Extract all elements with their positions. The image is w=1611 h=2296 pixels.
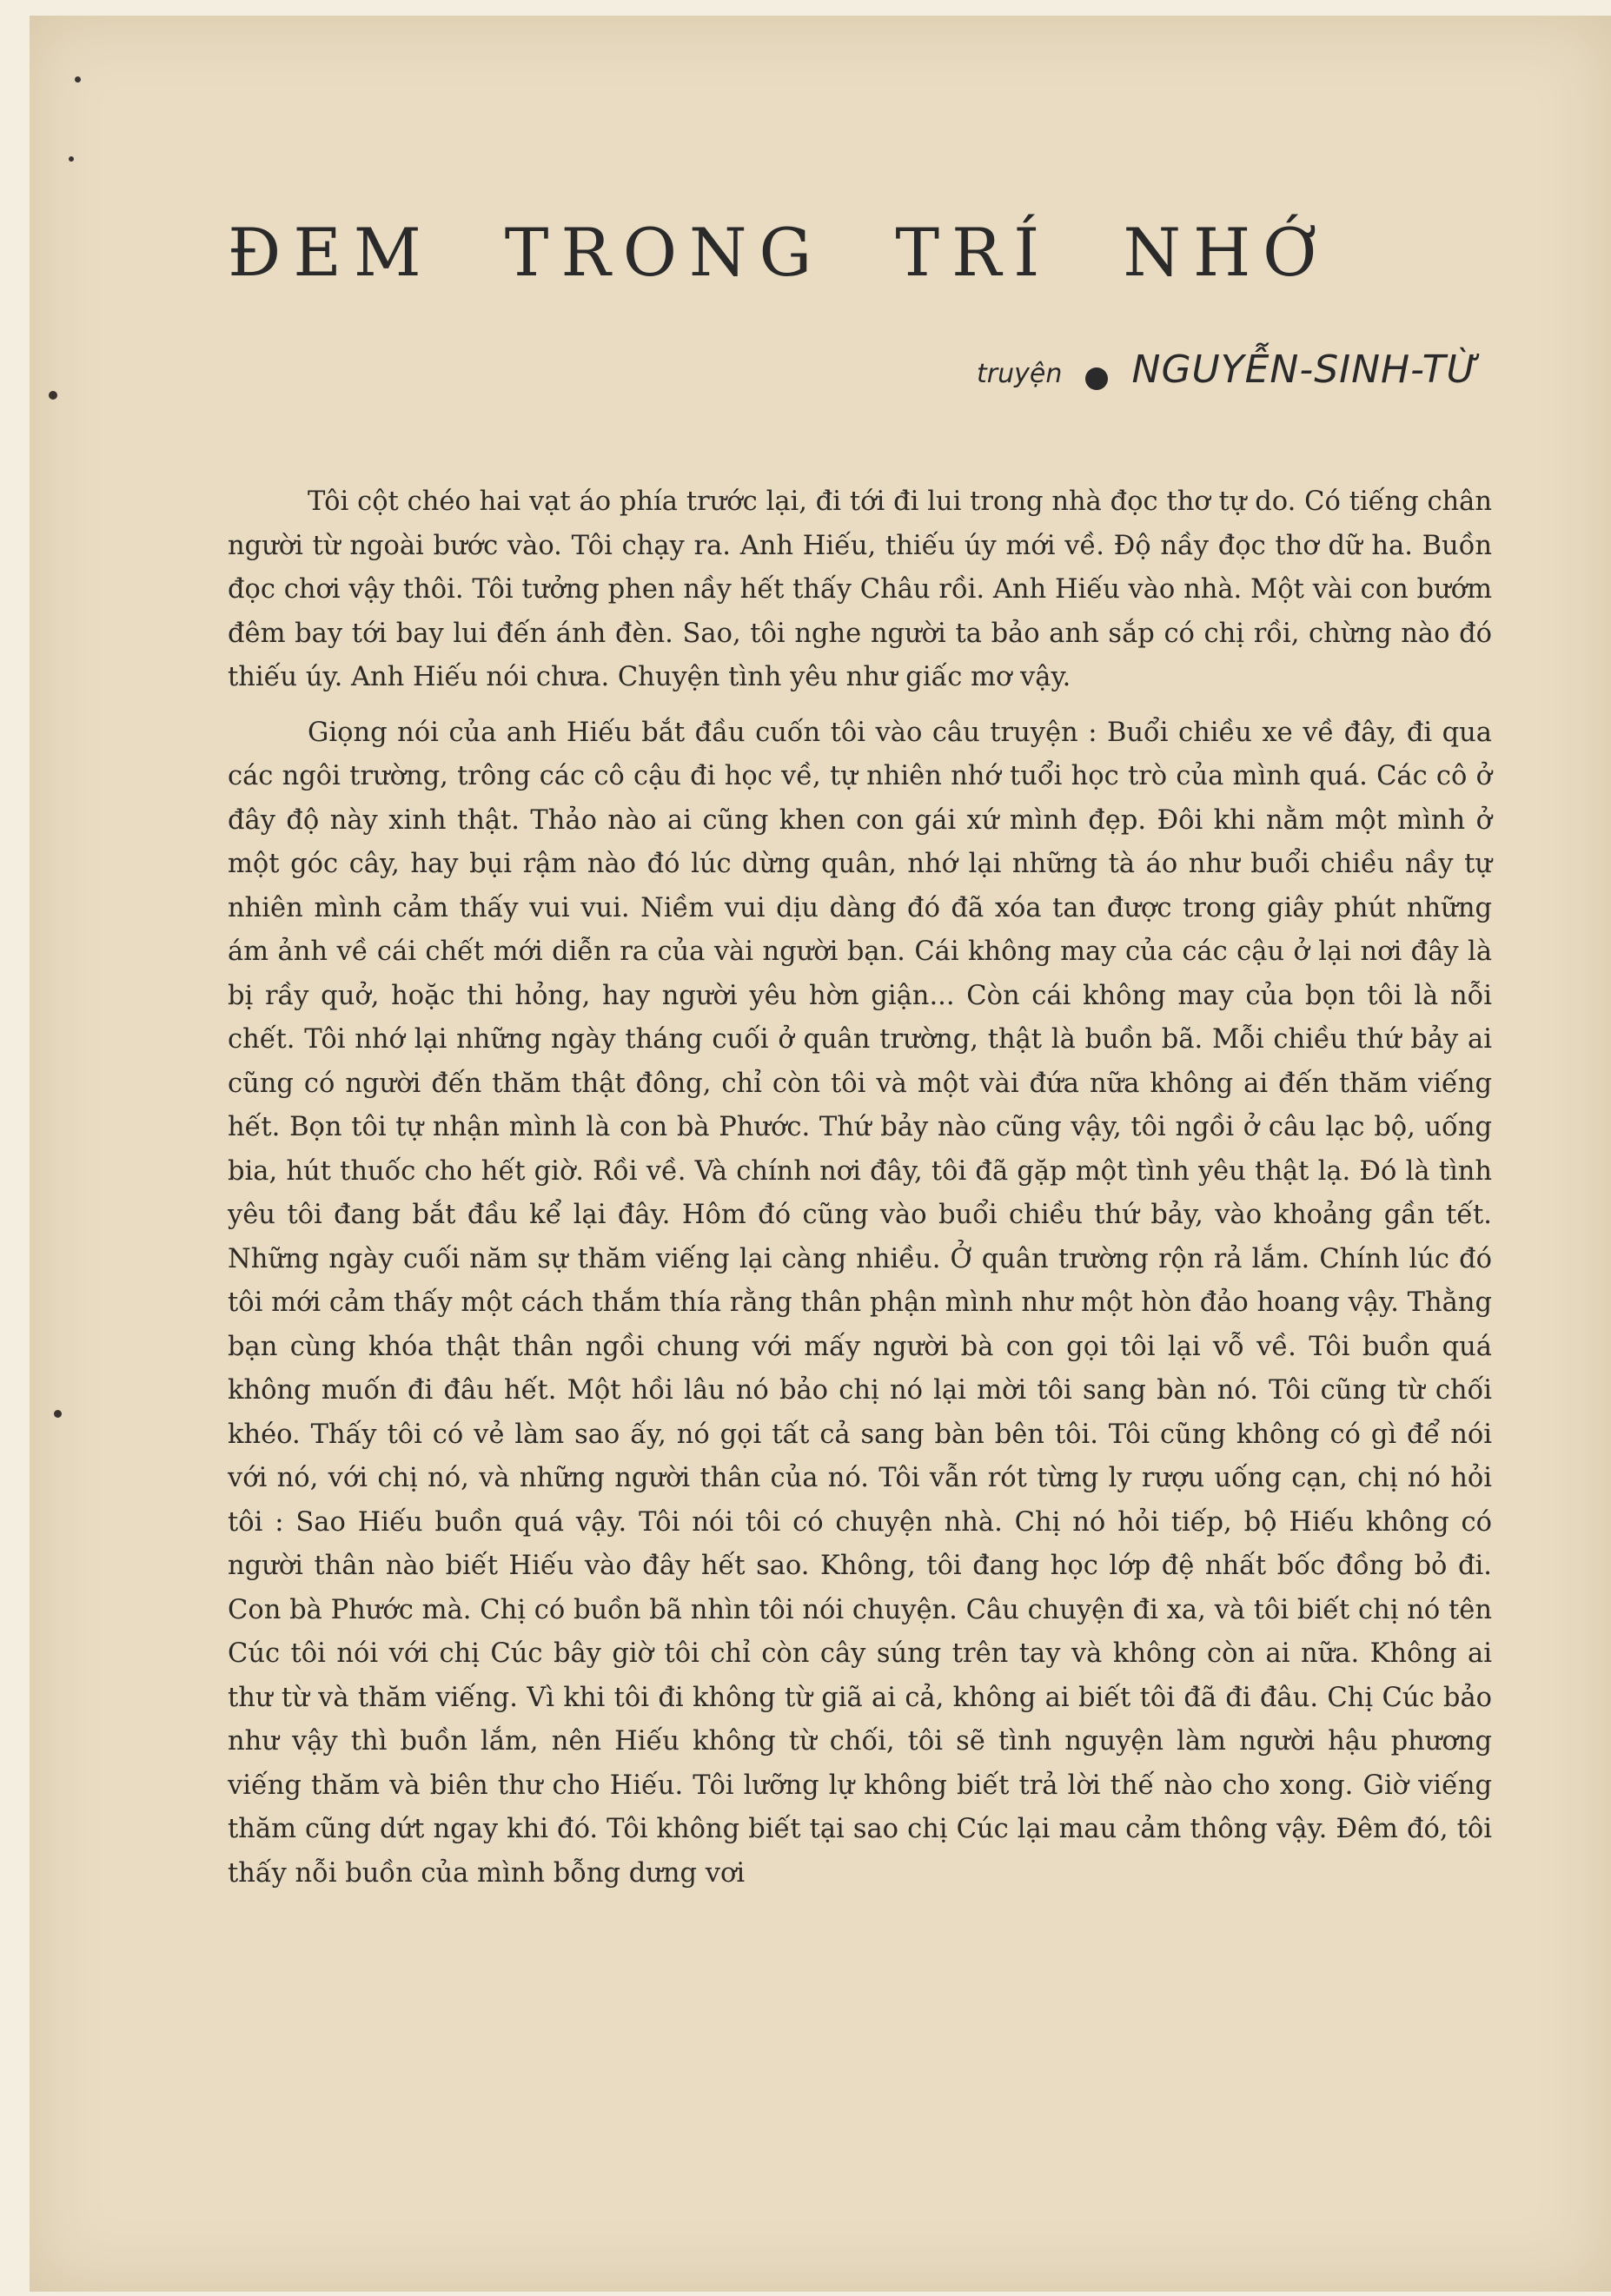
author-name: NGUYỄN-SINH-TỪ <box>1131 347 1480 392</box>
paragraph: Tôi cột chéo hai vạt áo phía trước lại, đi tới đi lui trong nhà đọc thơ tự do. Có tiếng chân người từ ngoài bước vào. Tôi chạy ra. Anh Hiếu, thiếu úy mới về. Độ nầy đọc thơ dữ ha. Buồn đọc chơi vậy thôi. Tôi tưởng phen nầy hết thấy Châu rồi. Anh Hiếu vào nhà. Một vài con bướm đêm bay tới bay lui đến ánh đèn. Sao, tôi nghe người ta bảo anh sắp có chị rồi, chừng nào đó thiếu úy. Anh Hiếu nói chưa. Chuyện tình yêu như giấc mơ vậy. <box>228 486 1492 692</box>
byline-label: truyện <box>977 359 1063 389</box>
ink-speck <box>69 156 74 162</box>
bullet-icon <box>1085 367 1108 390</box>
ink-speck <box>54 1410 62 1418</box>
article-title: ĐEM TRONG TRÍ NHỚ <box>228 214 1329 291</box>
article-body <box>228 480 1492 1896</box>
byline <box>977 347 1498 392</box>
ink-speck <box>49 391 57 400</box>
paragraph: Giọng nói của anh Hiếu bắt đầu cuốn tôi vào câu truyện : Buổi chiều xe về đây, đi qua các ngôi trường, trông các cô cậu đi học về, tự nhiên nhớ tuổi học trò của mình quá. Các cô ở đây độ này xinh thật. Thảo nào ai cũng khen con gái xứ mình đẹp. Đôi khi nằm một mình ở một góc cây, hay bụi rậm nào đó lúc dừng quân, nhớ lại những tà áo như buổi chiều nầy tự nhiên mình cảm thấy vui vui. Niềm vui dịu dàng đó đã xóa tan được trong giây phút những ám ảnh về cái chết mới diễn ra của vài người bạn. Cái không may của các cậu ở lại nơi đây là bị rầy quở, hoặc thi hỏng, hay người yêu hờn giận... Còn cái không may của bọn tôi là nỗi chết. Tôi nhớ lại những ngày tháng cuối ở quân trường, thật là buồn bã. Mỗi chiều thứ bảy ai cũng có người đến thăm thật đông, chỉ còn tôi và một vài đứa nữa không ai đến thăm viếng hết. Bọn tôi tự nhận mình là con bà Phước. Thứ bảy nào cũng vậy, tôi ngồi ở câu lạc bộ, uống bia, hút thuốc cho hết giờ. Rồi về. Và chính nơi đây, tôi đã gặp một tình yêu thật lạ. Đó là tình yêu tôi đang bắt đầu kể lại đây. Hôm đó cũng vào buổi chiều thứ bảy, vào khoảng gần tết. Những ngày cuối năm sự thăm viếng lại càng nhiều. Ở quân trường rộn rả lắm. Chính lúc đó tôi mới cảm thấy một cách thắm thía rằng thân phận mình như một hòn đảo hoang vậy. Thằng bạn cùng khóa thật thân ngồi chung với mấy người bà con gọi tôi lại vỗ về. Tôi buồn quá không muốn đi đâu hết. Một hồi lâu nó bảo chị nó lại mời tôi sang bàn nó. Tôi cũng từ chối khéo. Thấy tôi có vẻ làm sao ấy, nó gọi tất cả sang bàn bên tôi. Tôi cũng không có gì để nói với nó, với chị nó, và những người thân của nó. Tôi vẫn rót từng ly rượu uống cạn, chị nó hỏi tôi : Sao Hiếu buồn quá vậy. Tôi nói tôi có chuyện nhà. Chị nó hỏi tiếp, bộ Hiếu không có người thân nào biết Hiếu vào đây hết sao. Không, tôi đang học lớp đệ nhất bốc đồng bỏ đi. Con bà Phước mà. Chị có buồn bã nhìn tôi nói chuyện. Câu chuyện đi xa, và tôi biết chị nó tên Cúc tôi nói với chị Cúc bây giờ tôi chỉ còn cây súng trên tay và không còn ai nữa. Không ai thư từ và thăm viếng. Vì khi tôi đi không từ giã ai cả, không ai biết tôi đã đi đâu. Chị Cúc bảo như vậy thì buồn lắm, nên Hiếu không từ chối, tôi sẽ tình nguyện làm người hậu phương viếng thăm và biên thư cho Hiếu. Tôi lưỡng lự không biết trả lời thế nào cho xong. Giờ viếng thăm cũng dứt ngay khi đó. Tôi không biết tại sao chị Cúc lại mau cảm thông vậy. Đêm đó, tôi thấy nỗi buồn của mình bỗng dưng vơi <box>228 717 1492 1889</box>
ink-speck <box>75 76 81 83</box>
magazine-page <box>30 16 1611 2292</box>
